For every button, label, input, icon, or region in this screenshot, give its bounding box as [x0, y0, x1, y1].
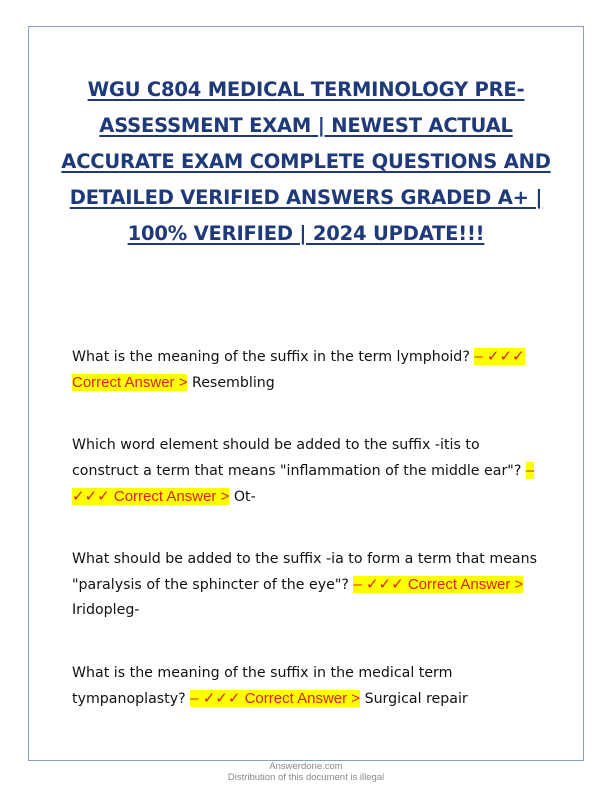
- question-text: What should be added to the suffix -ia to form a term that means "paralysis of the sphincter of the eye"?: [72, 551, 538, 593]
- correct-answer-marker: – ✓✓✓ Correct Answer >: [72, 348, 525, 391]
- qa-item-3: [72, 547, 542, 623]
- answer-text: Iridopleg-: [72, 602, 140, 618]
- footer: [0, 762, 612, 783]
- question-text: Which word element should be added to the suffix -itis to construct a term that means "inflammation of the middle ear"?: [72, 437, 522, 479]
- question-text: What is the meaning of the suffix in the medical term tympanoplasty?: [72, 665, 453, 707]
- answer-text: Ot-: [233, 489, 256, 505]
- qa-item-1: [72, 344, 542, 396]
- footer-notice: Distribution of this document is illegal: [227, 771, 385, 783]
- answer-text: Surgical repair: [364, 691, 468, 707]
- footer-site: Answerdone.com: [269, 761, 343, 772]
- question-text: What is the meaning of the suffix in the term lymphoid?: [72, 349, 470, 365]
- correct-answer-marker: – ✓✓✓ Correct Answer >: [353, 576, 524, 593]
- correct-answer-marker: – ✓✓✓ Correct Answer >: [72, 462, 535, 505]
- qa-item-4: [72, 661, 542, 712]
- correct-answer-marker: – ✓✓✓ Correct Answer >: [190, 690, 361, 707]
- document-title: WGU C804 MEDICAL TERMINOLOGY PRE-ASSESSMENT EXAM | NEWEST ACTUAL ACCURATE EXAM COMPLETE QUESTIONS AND DETAILED VERIFIED ANSWERS GRADED A+ | 100% VERIFIED | 2024 UPDATE!!!: [61, 78, 551, 245]
- qa-item-2: [72, 433, 542, 510]
- answer-text: Resembling: [191, 375, 275, 391]
